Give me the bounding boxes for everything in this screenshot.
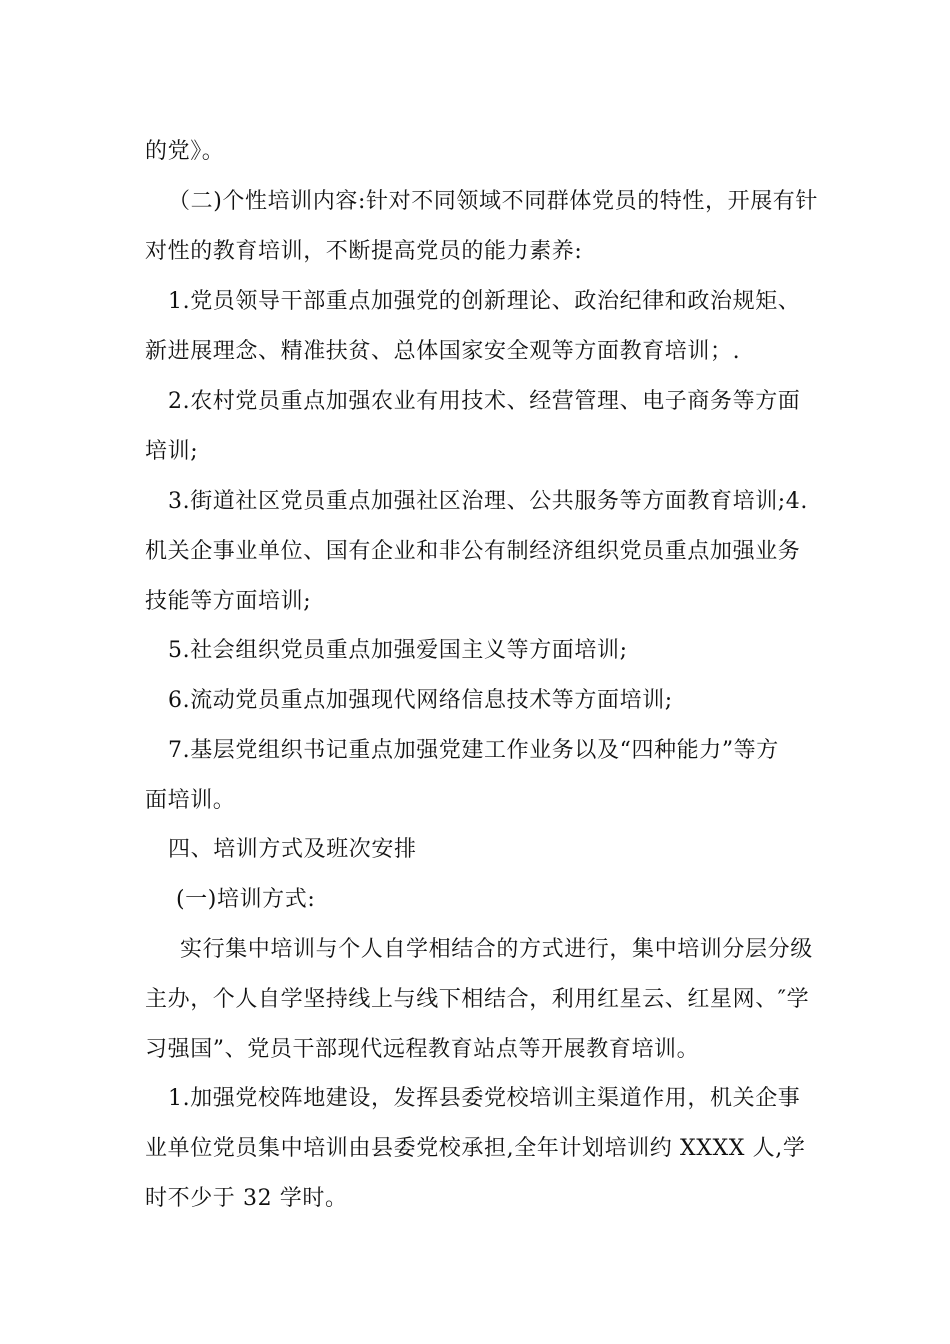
text-line: 习强国”、党员干部现代远程教育站点等开展教育培训。 xyxy=(145,1037,700,1062)
text-line: 业单位党员集中培训由县委党校承担,全年计划培训约 XXXX 人,学 xyxy=(145,1136,806,1161)
text-line: 对性的教育培训，不断提高党员的能力素养: xyxy=(145,239,583,264)
text-line: 时不少于 32 学时。 xyxy=(145,1186,348,1211)
text-line: 面培训。 xyxy=(145,788,236,813)
text-line: 1.加强党校阵地建设，发挥县委党校培训主渠道作用，机关企事 xyxy=(168,1086,801,1111)
text-line: 实行集中培训与个人自学相结合的方式进行，集中培训分层分级 xyxy=(180,937,813,962)
section-heading: 四、培训方式及班次安排 xyxy=(168,837,417,862)
text-line: 培训; xyxy=(145,439,199,464)
text-line: 新进展理念、精准扶贫、总体国家安全观等方面教育培训；. xyxy=(145,339,741,364)
text-line: （二)个性培训内容:针对不同领域不同群体党员的特性，开展有针 xyxy=(168,189,818,214)
text-line: 3.街道社区党员重点加强社区治理、公共服务等方面教育培训;4. xyxy=(168,489,808,514)
text-line: 6.流动党员重点加强现代网络信息技术等方面培训; xyxy=(168,688,673,713)
text-line: 7.基层党组织书记重点加强党建工作业务以及“四种能力”等方 xyxy=(168,738,779,763)
text-line: 1.党员领导干部重点加强党的创新理论、政治纪律和政治规矩、 xyxy=(168,289,801,314)
text-line: 主办，个人自学坚持线上与线下相结合，利用红星云、红星网、″学 xyxy=(145,987,810,1012)
text-line: 的党》。 xyxy=(145,139,225,164)
text-line: 2.农村党员重点加强农业有用技术、经营管理、电子商务等方面 xyxy=(168,389,801,414)
text-line: 技能等方面培训; xyxy=(145,589,312,614)
text-line: 机关企事业单位、国有企业和非公有制经济组织党员重点加强业务 xyxy=(145,539,801,564)
subsection-heading: (一)培训方式: xyxy=(176,887,316,912)
text-line: 5.社会组织党员重点加强爱国主义等方面培训; xyxy=(168,638,628,663)
